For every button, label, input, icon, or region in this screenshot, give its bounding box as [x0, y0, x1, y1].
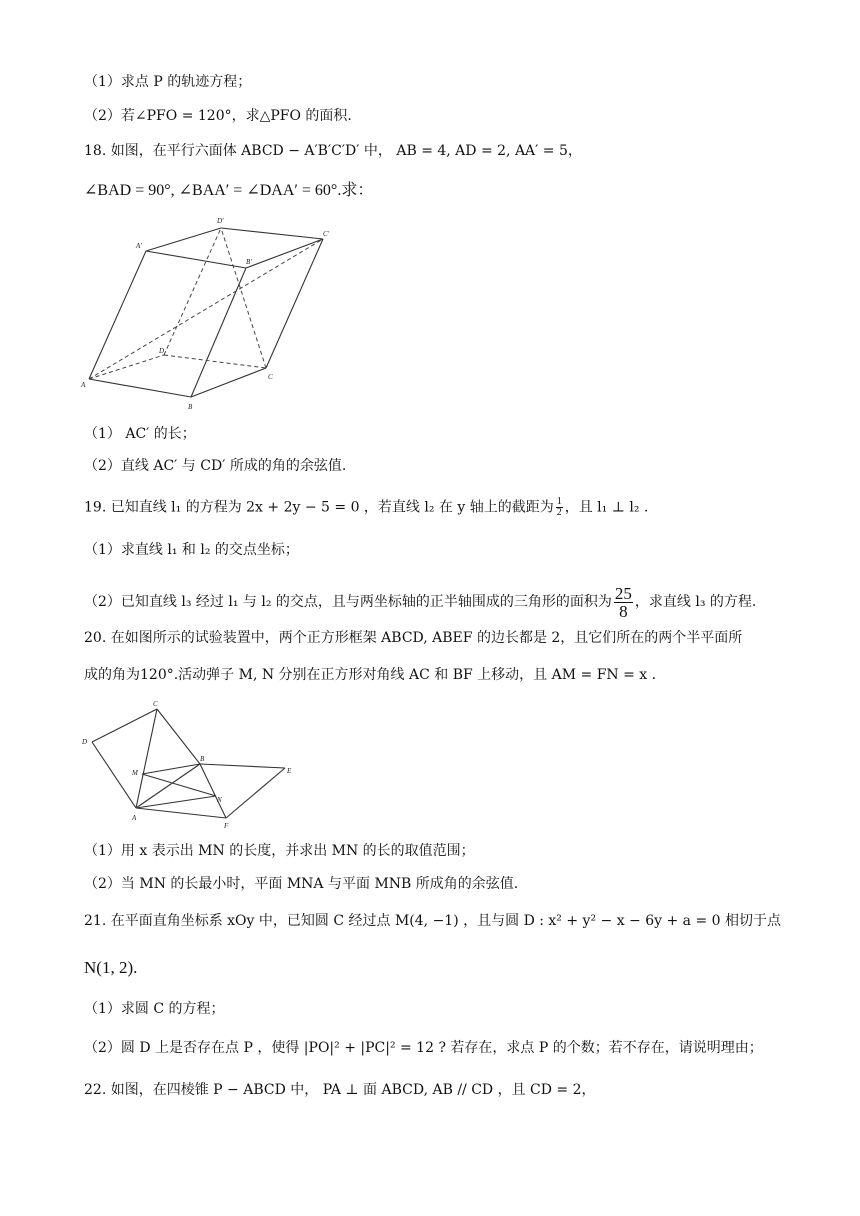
label-C: C — [153, 700, 158, 708]
q18-part1: （1） AC′ 的长； — [84, 426, 196, 442]
q20-part1: （1）用 x 表示出 MN 的长度，并求出 MN 的长的取值范围； — [84, 843, 475, 859]
edge-BC — [191, 368, 266, 397]
label-B: B — [188, 403, 193, 411]
edge-AD — [89, 355, 164, 379]
edge-B1C1 — [246, 239, 323, 268]
label-A: A — [132, 814, 137, 822]
edge-A1D1 — [146, 228, 221, 251]
edge-DA — [92, 742, 136, 808]
label-C: C — [268, 373, 273, 381]
seg-MN — [142, 774, 216, 796]
q17-part2: （2）若∠PFO = 120°，求△PFO 的面积. — [84, 108, 352, 124]
seg-AN — [136, 796, 216, 808]
edge-AF — [136, 808, 226, 818]
q18-part2: （2）直线 AC′ 与 CD′ 所成的角的余弦值. — [84, 458, 347, 474]
q21-stem-line2: N(1, 2). — [84, 958, 138, 977]
q21-stem-line1: 21. 在平面直角坐标系 xOy 中，已知圆 C 经过点 M(4, −1) ，且与圆 D : x² + y² − x − 6y + a = 0 相切于点 — [84, 913, 782, 929]
edge-D1C1 — [221, 228, 323, 239]
label-C1: C′ — [323, 230, 330, 238]
diag-CD1 — [221, 228, 266, 368]
label-F: F — [224, 822, 229, 830]
label-M: M — [132, 769, 138, 777]
q21-part2: （2）圆 D 上是否存在点 P ，使得 |PO|² + |PC|² = 12 ? 若存在，求点 P 的个数；若不存在，请说明理由； — [84, 1040, 763, 1056]
label-E: E — [287, 767, 292, 775]
diag-AC — [136, 709, 157, 808]
edge-DC — [164, 355, 266, 368]
label-B: B — [200, 755, 205, 763]
edge-EF — [226, 768, 285, 818]
square-frames-figure — [76, 698, 316, 833]
q20-stem-line1: 20. 在如图所示的试验装置中，两个正方形框架 ABCD, ABEF 的边长都是 2，且它们所在的两个半平面所 — [84, 630, 743, 646]
q17-part1: （1）求点 P 的轨迹方程； — [84, 74, 252, 90]
edge-AA1 — [89, 251, 146, 379]
label-D: D — [159, 347, 165, 355]
edge-BE — [200, 764, 285, 768]
label-N: N — [217, 796, 222, 804]
label-D1: D′ — [217, 217, 224, 225]
edge-CB — [157, 709, 200, 764]
label-A1: A′ — [136, 242, 142, 250]
q22-stem: 22. 如图，在四棱锥 P − ABCD 中， PA ⊥ 面 ABCD, AB // CD ，且 CD = 2， — [84, 1082, 596, 1098]
parallelepiped-figure — [80, 215, 350, 415]
diag-AC1 — [89, 239, 323, 379]
fraction-intercept: $\frac{1}{2}$ — [556, 496, 562, 518]
seg-MB — [142, 764, 200, 774]
label-B1: B′ — [246, 258, 252, 266]
q20-stem-line2: 成的角为120°.活动弹子 M, N 分别在正方形对角线 AC 和 BF 上移动，且 AM = FN = x . — [84, 667, 657, 683]
q18-conditions: ∠BAD = 90°, ∠BAA′ = ∠DAA′ = 60°.求： — [84, 182, 374, 199]
diag-BF — [200, 764, 226, 818]
edge-CC1 — [266, 239, 323, 368]
q20-part2: （2）当 MN 的长最小时，平面 MNA 与平面 MNB 所成角的余弦值. — [84, 876, 519, 892]
q21-part1: （1）求圆 C 的方程； — [84, 1001, 225, 1017]
q19-part2: （2）已知直线 l₃ 经过 l₁ 与 l₂ 的交点，且与两坐标轴的正半轴围成的三角形的面积为 $\frac{25}{8}$ ，求直线 l₃ 的方程. — [84, 583, 757, 621]
q19-part1: （1）求直线 l₁ 和 l₂ 的交点坐标； — [84, 542, 299, 558]
edge-DC — [92, 709, 157, 742]
q19-stem: 19. 已知直线 l₁ 的方程为 2x + 2y − 5 = 0 ，若直线 l₂ 在 y 轴上的截距为 $\frac{1}{2}$ ，且 l₁ ⊥ l₂ . — [84, 496, 649, 518]
edge-BB1 — [191, 268, 246, 397]
label-A: A — [81, 381, 86, 389]
q18-stem: 18. 如图，在平行六面体 ABCD − A′B′C′D′ 中， AB = 4, AD = 2, AA′ = 5， — [84, 143, 582, 159]
label-D: D — [82, 738, 88, 746]
edge-AB — [89, 379, 191, 397]
fraction-area: $\frac{25}{8}$ — [614, 583, 632, 621]
edge-DD1 — [164, 228, 221, 355]
